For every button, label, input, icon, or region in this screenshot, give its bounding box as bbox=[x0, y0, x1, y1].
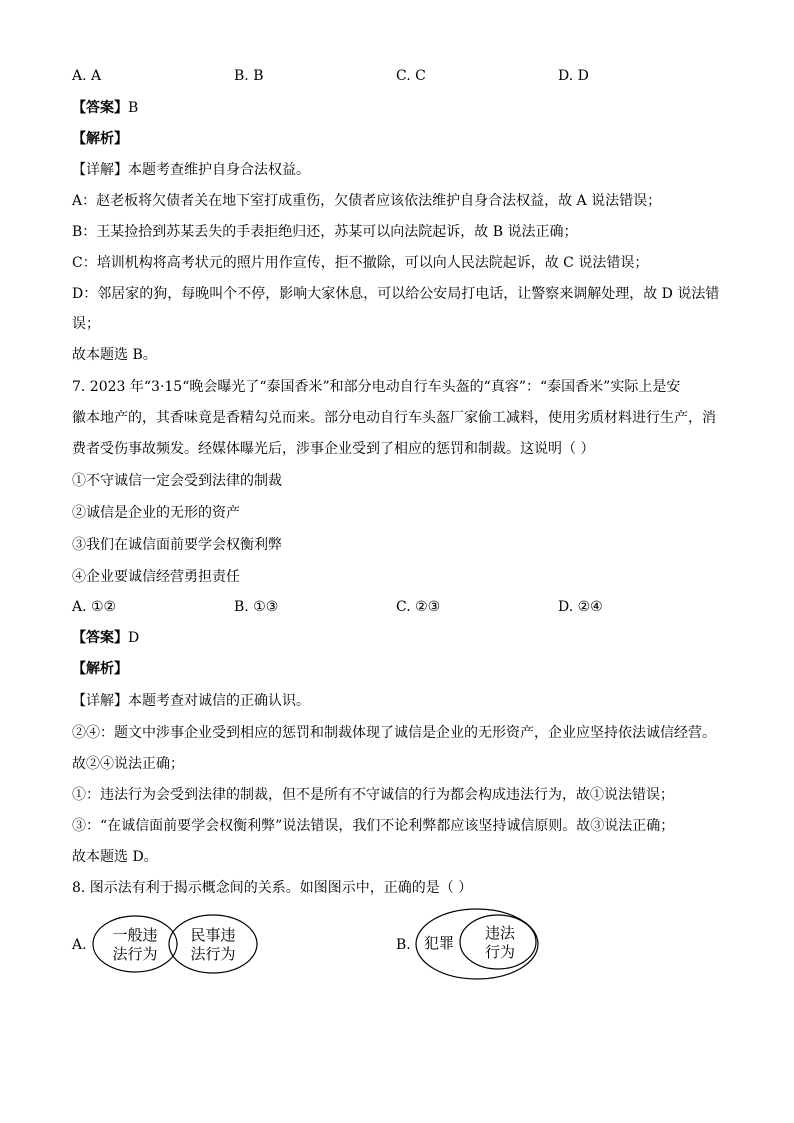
option-d: D. D bbox=[558, 68, 589, 84]
analysis-line: 故本题选 B。 bbox=[72, 347, 157, 363]
analysis-line: ①：违法行为会受到法律的制裁，但不是所有不守诚信的行为都会构成违法行为，故①说法错误； bbox=[72, 787, 674, 803]
question-stem: 8. 图示法有利于揭示概念间的关系。如图图示中，正确的是（ ） bbox=[72, 880, 473, 896]
answer-row bbox=[72, 98, 138, 118]
question-stem: 7. 2023 年“3·15“晚会曝光了“泰国香米”和部分电动自行车头盔的“真容”：“泰国香米”实际上是安 bbox=[72, 379, 681, 395]
left-ellipse bbox=[93, 916, 177, 972]
right-label-line2: 法行为 bbox=[190, 945, 236, 963]
analysis-line: 误； bbox=[72, 316, 100, 332]
right-ellipse bbox=[169, 915, 257, 973]
option-b: B. B bbox=[234, 68, 264, 84]
option-b-label: B. bbox=[396, 937, 411, 953]
analysis-line: A：赵老板将欠债者关在地下室打成重伤，欠债者应该依法维护自身合法权益，故 A 说法错误； bbox=[72, 193, 662, 209]
answer-value: D bbox=[128, 630, 140, 646]
analysis-line: D：邻居家的狗，每晚叫个不停，影响大家休息，可以给公安局打电话，让警察来调解处理，故 D 说法错 bbox=[72, 286, 720, 302]
analysis-line: 【详解】本题考查对诚信的正确认识。 bbox=[72, 693, 310, 709]
analysis-label: 【解析】 bbox=[72, 131, 128, 147]
analysis-label: 【解析】 bbox=[72, 661, 128, 677]
option-a-label: A. bbox=[72, 937, 87, 953]
statement: ③我们在诚信面前要学会权衡利弊 bbox=[72, 537, 282, 553]
inner-label-line2: 行为 bbox=[484, 943, 516, 961]
answer-value: B bbox=[128, 100, 139, 116]
answer-label: 【答案】 bbox=[72, 630, 128, 646]
inner-label-line1: 违法 bbox=[484, 924, 516, 942]
analysis-line: 故②④说法正确； bbox=[72, 756, 184, 772]
right-label-line1: 民事违 bbox=[190, 926, 236, 944]
answer-label: 【答案】 bbox=[72, 100, 128, 116]
answer-row bbox=[72, 628, 139, 648]
question-stem: 徽本地产的，其香味竟是香精勾兑而来。部分电动自行车头盔厂家偷工减料，使用劣质材料进行生产，消 bbox=[72, 410, 716, 426]
statement: ①不守诚信一定会受到法律的制裁 bbox=[72, 473, 282, 489]
option-c: C. C bbox=[396, 68, 426, 84]
option-b: B. ①③ bbox=[234, 599, 279, 615]
option-c: C. ②③ bbox=[396, 599, 441, 615]
analysis-line: ③：“在诚信面前要学会权衡利弊”说法错误，我们不论利弊都应该坚持诚信原则。故③说法正确； bbox=[72, 818, 675, 834]
left-label-line1: 一般违 bbox=[112, 926, 158, 944]
option-a: A. A bbox=[72, 68, 102, 84]
analysis-line: ②④：题文中涉事企业受到相应的惩罚和制裁体现了诚信是企业的无形资产，企业应坚持依法诚信经营。 bbox=[72, 725, 716, 741]
venn-diagram-b bbox=[412, 905, 542, 983]
statement: ②诚信是企业的无形的资产 bbox=[72, 505, 240, 521]
analysis-line: B：王某捡拾到苏某丢失的手表拒绝归还，苏某可以向法院起诉，故 B 说法正确； bbox=[72, 224, 578, 240]
option-a: A. ①② bbox=[72, 599, 117, 615]
statement: ④企业要诚信经营勇担责任 bbox=[72, 569, 240, 585]
analysis-line: 【详解】本题考查维护自身合法权益。 bbox=[72, 162, 310, 178]
analysis-line: C：培训机构将高考状元的照片用作宣传，拒不撤除，可以向人民法院起诉，故 C 说法错误； bbox=[72, 255, 649, 271]
venn-diagram-a bbox=[90, 910, 265, 980]
outer-label: 犯罪 bbox=[423, 934, 455, 952]
option-d: D. ②④ bbox=[558, 599, 603, 615]
question-stem: 费者受伤事故频发。经媒体曝光后，涉事企业受到了相应的惩罚和制裁。这说明（ ） bbox=[72, 441, 595, 457]
left-label-line2: 法行为 bbox=[112, 945, 158, 963]
analysis-line: 故本题选 D。 bbox=[72, 849, 158, 865]
